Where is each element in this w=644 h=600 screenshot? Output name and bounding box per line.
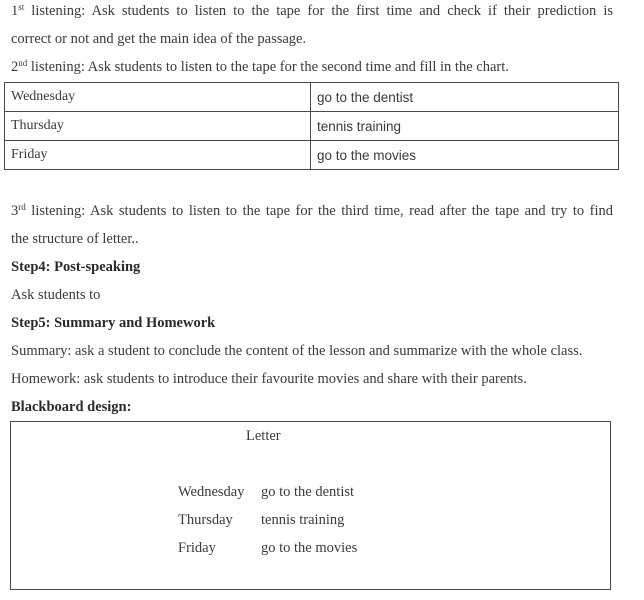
first-listening-line-1 <box>11 1 613 21</box>
second-listening-sup: nd <box>18 58 28 68</box>
blackboard-box <box>10 421 611 590</box>
table-row <box>5 83 619 112</box>
second-listening-line <box>11 57 509 77</box>
first-listening-num: 1 <box>11 3 19 19</box>
blackboard-day: Thursday <box>178 512 233 528</box>
table-cell-activity: go to the movies <box>311 141 619 170</box>
table-cell-day: Friday <box>5 141 311 170</box>
blackboard-day: Wednesday <box>178 484 245 500</box>
third-listening-line-2: the structure of letter.. <box>11 231 139 247</box>
table-cell-activity: tennis training <box>311 112 619 141</box>
table-cell-activity: go to the dentist <box>311 83 619 112</box>
step5-heading: Step5: Summary and Homework <box>11 315 216 331</box>
step4-text: Ask students to <box>11 287 101 303</box>
first-listening-text: listening: Ask students to listen to the tape for the first time and check if their prediction is <box>24 3 613 19</box>
blackboard-activity: go to the movies <box>261 540 358 556</box>
blackboard-title: Letter <box>246 428 281 444</box>
table-row <box>5 141 619 170</box>
first-listening-line-2: correct or not and get the main idea of the passage. <box>11 31 307 47</box>
second-listening-text: listening: Ask students to listen to the tape for the second time and fill in the chart. <box>27 59 509 75</box>
table-cell-day: Thursday <box>5 112 311 141</box>
table-row <box>5 112 619 141</box>
blackboard-day: Friday <box>178 540 216 556</box>
blackboard-activity: go to the dentist <box>261 484 355 500</box>
third-listening-line-1 <box>11 201 613 221</box>
summary-text: Summary: ask a student to conclude the content of the lesson and summarize with the whole class. <box>11 343 583 359</box>
table-cell-day: Wednesday <box>5 83 311 112</box>
third-listening-num: 3 <box>11 203 19 219</box>
third-listening-sup: rd <box>18 202 26 212</box>
third-listening-text: listening: Ask students to listen to the tape for the third time, read after the tape and try to find <box>25 203 613 219</box>
blackboard-heading: Blackboard design: <box>11 399 132 415</box>
first-listening-sup: st <box>18 2 25 12</box>
blackboard-activity: tennis training <box>261 512 345 528</box>
listening-chart-table <box>4 82 619 170</box>
second-listening-num: 2 <box>11 59 19 75</box>
homework-text: Homework: ask students to introduce their favourite movies and share with their parents. <box>11 371 527 387</box>
step4-heading: Step4: Post-speaking <box>11 259 141 275</box>
